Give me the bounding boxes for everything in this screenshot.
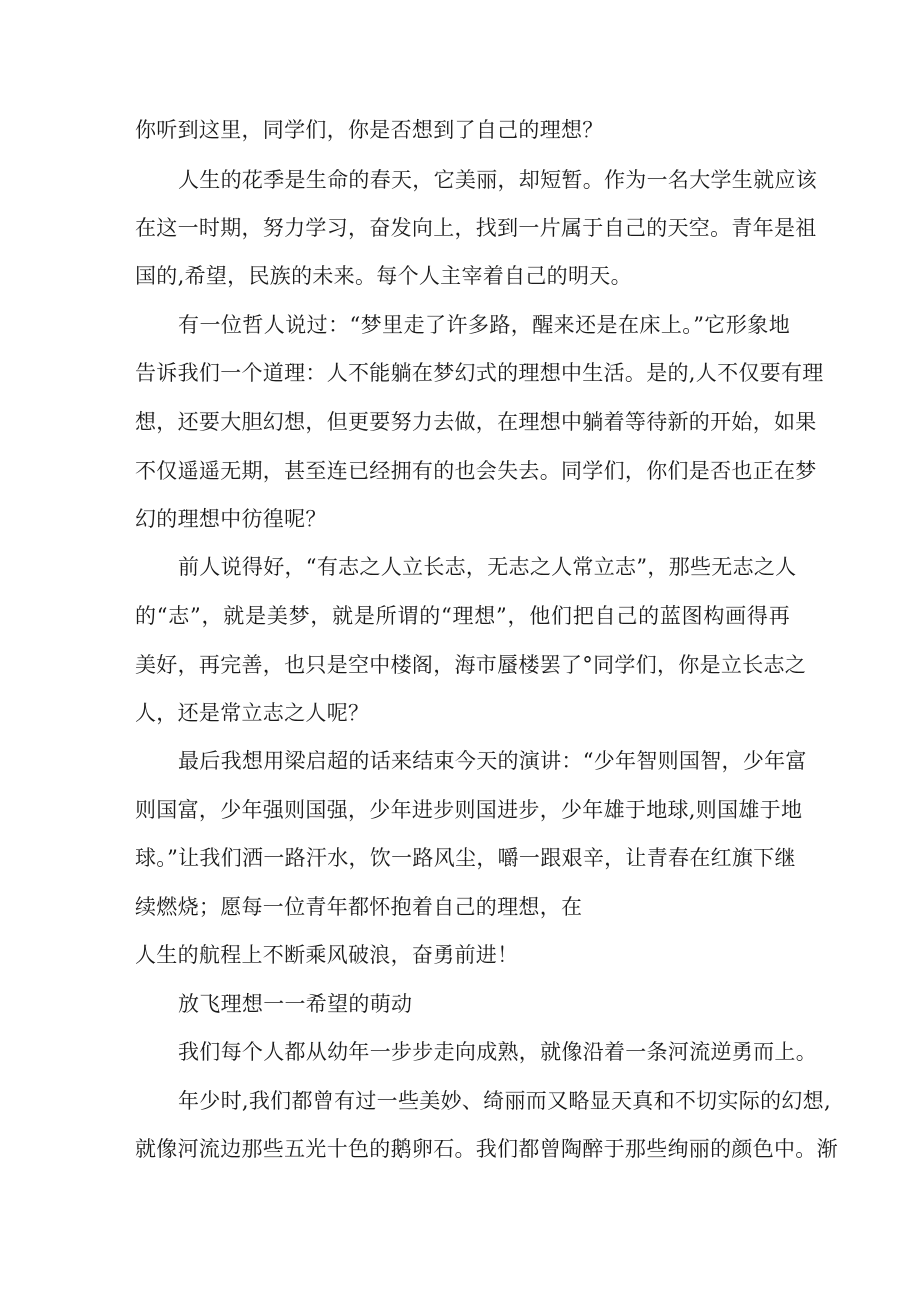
text-line-21: 年少时,我们都曾有过一些美妙、绮丽而又略显天真和不切实际的幻想, [178,1089,831,1113]
text-line-17: 续燃烧；愿每一位青年都怀抱着自己的理想，在 [135,895,583,919]
text-line-18: 人生的航程上不断乘风破浪，奋勇前进！ [135,943,519,967]
text-line-6: 告诉我们一个道理：人不能躺在梦幻式的理想中生活。是的,人不仅要有理 [135,361,824,385]
section-heading: 放飞理想一一希望的萌动 [178,992,413,1016]
text-line-11: 的“志”，就是美梦，就是所谓的“理想”，他们把自己的蓝图构画得再 [135,604,790,628]
text-line-15: 则国富，少年强则国强，少年进步则国进步，少年雄于地球,则国雄于地 [135,798,803,822]
text-line-2: 人生的花季是生命的春天，它美丽，却短暂。作为一名大学生就应该 [178,168,817,192]
text-line-22: 就像河流边那些五光十色的鹅卵石。我们都曾陶醉于那些绚丽的颜色中。渐 [135,1137,838,1161]
text-line-5: 有一位哲人说过：“梦里走了许多路，醒来还是在床上。”它形象地 [178,313,790,337]
text-line-13: 人，还是常立志之人呢？ [135,701,370,725]
text-line-16: 球。”让我们洒一路汗水，饮一路风尘，嚼一跟艰辛，让青春在红旗下继 [135,846,796,870]
text-line-1: 你听到这里，同学们，你是否想到了自己的理想？ [135,118,604,142]
text-line-8: 不仅遥遥无期，甚至连已经拥有的也会失去。同学们，你们是否也正在梦 [135,459,817,483]
text-line-12: 美好，再完善，也只是空中楼阁，海市蜃楼罢了°同学们，你是立长志之 [135,653,807,677]
text-line-14: 最后我想用梁启超的话来结束今天的演讲：“少年智则国智，少年富 [178,749,807,773]
text-line-3: 在这一时期，努力学习，奋发向上，找到一片属于自己的天空。青年是祖 [135,216,817,240]
text-line-10: 前人说得好，“有志之人立长志，无志之人常立志”，那些无志之人 [178,555,797,579]
text-line-20: 我们每个人都从幼年一步步走向成熟，就像沿着一条河流逆勇而上。 [178,1040,817,1064]
text-line-4: 国的,希望，民族的未来。每个人主宰着自己的明天。 [135,264,632,288]
text-line-7: 想，还要大胆幻想，但更要努力去做，在理想中躺着等待新的开始，如果 [135,410,817,434]
text-line-9: 幻的理想中彷徨呢？ [135,507,327,531]
